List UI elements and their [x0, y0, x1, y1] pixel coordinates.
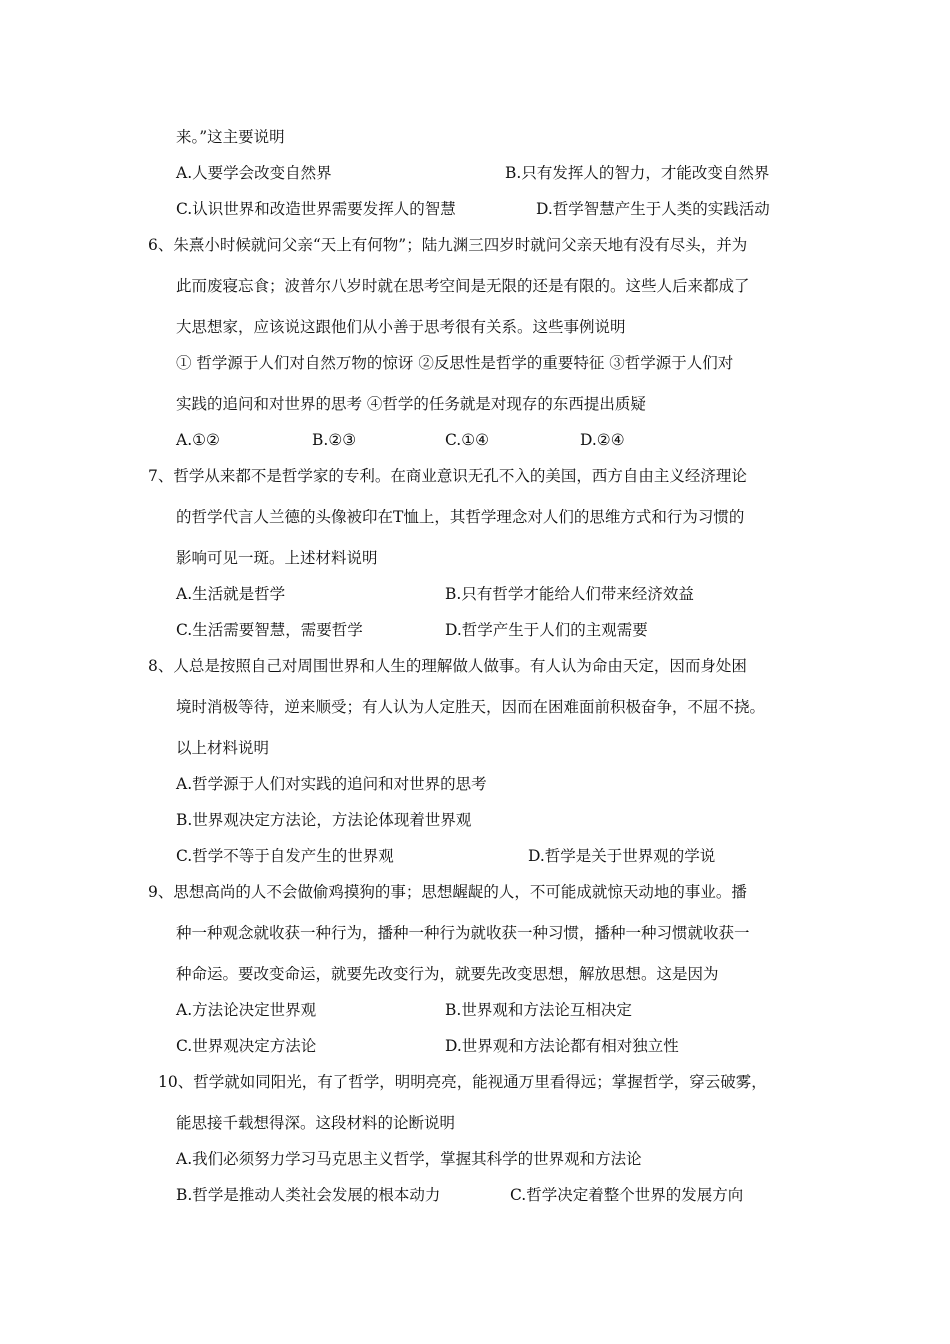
q9-stem-line-3: 种命运。要改变命运，就要先改变行为，就要先改变思想，解放思想。这是因为: [176, 965, 719, 983]
q8-option-d: D.哲学是关于世界观的学说: [528, 847, 716, 865]
q7-stem-line-1: 7、哲学从来都不是哲学家的专利。在商业意识无孔不入的美国，西方自由主义经济理论: [148, 467, 747, 485]
q9-stem-line-1: 9、思想高尚的人不会做偷鸡摸狗的事；思想龌龊的人，不可能成就惊天动地的事业。播: [148, 883, 747, 901]
q6-option-d: D.②④: [580, 431, 625, 449]
q9-option-c: C.世界观决定方法论: [176, 1037, 317, 1055]
q7-option-b: B.只有哲学才能给人们带来经济效益: [445, 585, 694, 603]
q7-option-d: D.哲学产生于人们的主观需要: [445, 621, 648, 639]
q8-option-a: A.哲学源于人们对实践的追问和对世界的思考: [176, 775, 487, 793]
q6-option-a: A.①②: [176, 431, 220, 449]
q7-option-a: A.生活就是哲学: [176, 585, 286, 603]
q6-statements-line-1: ① 哲学源于人们对自然万物的惊讶 ②反思性是哲学的重要特征 ③哲学源于人们对: [176, 354, 734, 372]
q7-stem-line-3: 影响可见一斑。上述材料说明: [176, 549, 378, 567]
q5-stem-tail: 来。”这主要说明: [176, 128, 285, 146]
q8-stem-line-1: 8、人总是按照自己对周围世界和人生的理解做人做事。有人认为命由天定，因而身处困: [148, 657, 747, 675]
q8-option-c: C.哲学不等于自发产生的世界观: [176, 847, 394, 865]
q6-stem-line-3: 大思想家，应该说这跟他们从小善于思考很有关系。这些事例说明: [176, 318, 626, 336]
q10-option-a: A.我们必须努力学习马克思主义哲学，掌握其科学的世界观和方法论: [176, 1150, 642, 1168]
q10-stem-line-2: 能思接千载想得深。这段材料的论断说明: [176, 1114, 456, 1132]
q6-stem-line-2: 此而废寝忘食；波普尔八岁时就在思考空间是无限的还是有限的。这些人后来都成了: [176, 277, 750, 295]
q10-stem-line-1: 10、哲学就如同阳光，有了哲学，明明亮亮，能视通万里看得远；掌握哲学，穿云破雾，: [158, 1073, 767, 1091]
q10-option-b: B.哲学是推动人类社会发展的根本动力: [176, 1186, 441, 1204]
q9-option-b: B.世界观和方法论互相决定: [445, 1001, 632, 1019]
q7-option-c: C.生活需要智慧，需要哲学: [176, 621, 363, 639]
q9-stem-line-2: 种一种观念就收获一种行为，播种一种行为就收获一种习惯，播种一种习惯就收获一: [176, 924, 750, 942]
q8-stem-line-2: 境时消极等待，逆来顺受；有人认为人定胜天，因而在困难面前积极奋争，不屈不挠。: [176, 698, 766, 716]
q9-option-d: D.世界观和方法论都有相对独立性: [445, 1037, 679, 1055]
q6-stem-line-1: 6、朱熹小时候就问父亲“天上有何物”；陆九渊三四岁时就问父亲天地有没有尽头，并为: [148, 236, 748, 254]
q5-option-a: A.人要学会改变自然界: [176, 164, 332, 182]
q10-option-c: C.哲学决定着整个世界的发展方向: [510, 1186, 744, 1204]
q8-stem-line-3: 以上材料说明: [176, 739, 270, 757]
q5-option-d: D.哲学智慧产生于人类的实践活动: [536, 200, 770, 218]
q6-option-c: C.①④: [445, 431, 490, 449]
q5-option-c: C.认识世界和改造世界需要发挥人的智慧: [176, 200, 456, 218]
q7-stem-line-2: 的哲学代言人兰德的头像被印在T恤上，其哲学理念对人们的思维方式和行为习惯的: [176, 508, 745, 526]
q6-option-b: B.②③: [312, 431, 357, 449]
q8-option-b: B.世界观决定方法论，方法论体现着世界观: [176, 811, 472, 829]
q6-statements-line-2: 实践的追问和对世界的思考 ④哲学的任务就是对现存的东西提出质疑: [176, 395, 646, 413]
q5-option-b: B.只有发挥人的智力，才能改变自然界: [505, 164, 770, 182]
q9-option-a: A.方法论决定世界观: [176, 1001, 317, 1019]
